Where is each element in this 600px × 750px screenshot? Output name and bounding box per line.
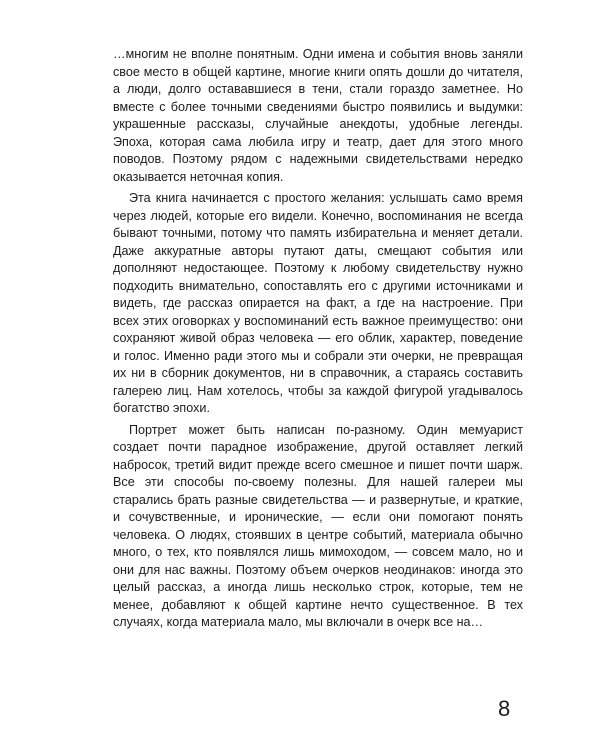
paragraph-memoirs: Эта книга начинается с простого желания: услышать само время через людей, которые его видели. Конечно, воспоминания не всегда бывают точными, потому что память избирательна и меняет детали. Даже аккуратные авторы путают даты, смещают события или дополняют недостающее. Поэтому к любому свидетельству нужно подходить внимательно, сопоставлять его с другими источниками и видеть, где рассказ опирается на факт, а где на настроение. При всех этих оговорках у воспоминаний есть важное преимущество: они сохраняют живой образ человека — его облик, характер, поведение и голос. Именно ради этого мы и собрали эти очерки, не превращая их ни в сборник документов, ни в справочник, а стараясь составить галерею лиц. Нам хотелось, чтобы за каждой фигурой угадывалось богатство эпохи.: [113, 191, 523, 415]
paragraph-continuation: …многим не вполне понятным. Одни имена и события вновь заняли свое место в общей картине, многие книги опять дошли до читателя, а люди, долго остававшиеся в тени, стали гораздо заметнее. Но вместе с более точными сведениями быстро появились и выдумки: украшенные рассказы, случайные анекдоты, удобные легенды. Эпоха, которая сама любила игру и театр, дает для этого много поводов. Поэтому рядом с надежными свидетельствами нередко оказывается неточная копия.: [113, 47, 523, 184]
paragraph-portrait-genre: Портрет может быть написан по-разному. Один мемуарист создает почти парадное изображение, другой оставляет легкий набросок, третий видит прежде всего смешное и пишет почти шарж. Все эти способы по-своему полезны. Для нашей галереи мы старались брать разные свидетельства — и развернутые, и краткие, и сочувственные, и иронические, — если они помогают понять человека. О людях, стоявших в центре событий, материала обычно много, о тех, кто появлялся лишь мимоходом, — совсем мало, но и они для нас важны. Поэтому объем очерков неодинаков: иногда это целый рассказ, а иногда лишь несколько строк, которые, тем не менее, добавляют к общей картине нечто существенное. В тех случаях, когда материала мало, мы включали в очерк все на…: [113, 422, 523, 629]
body-text: [113, 46, 523, 636]
page-number: 8: [498, 696, 511, 721]
